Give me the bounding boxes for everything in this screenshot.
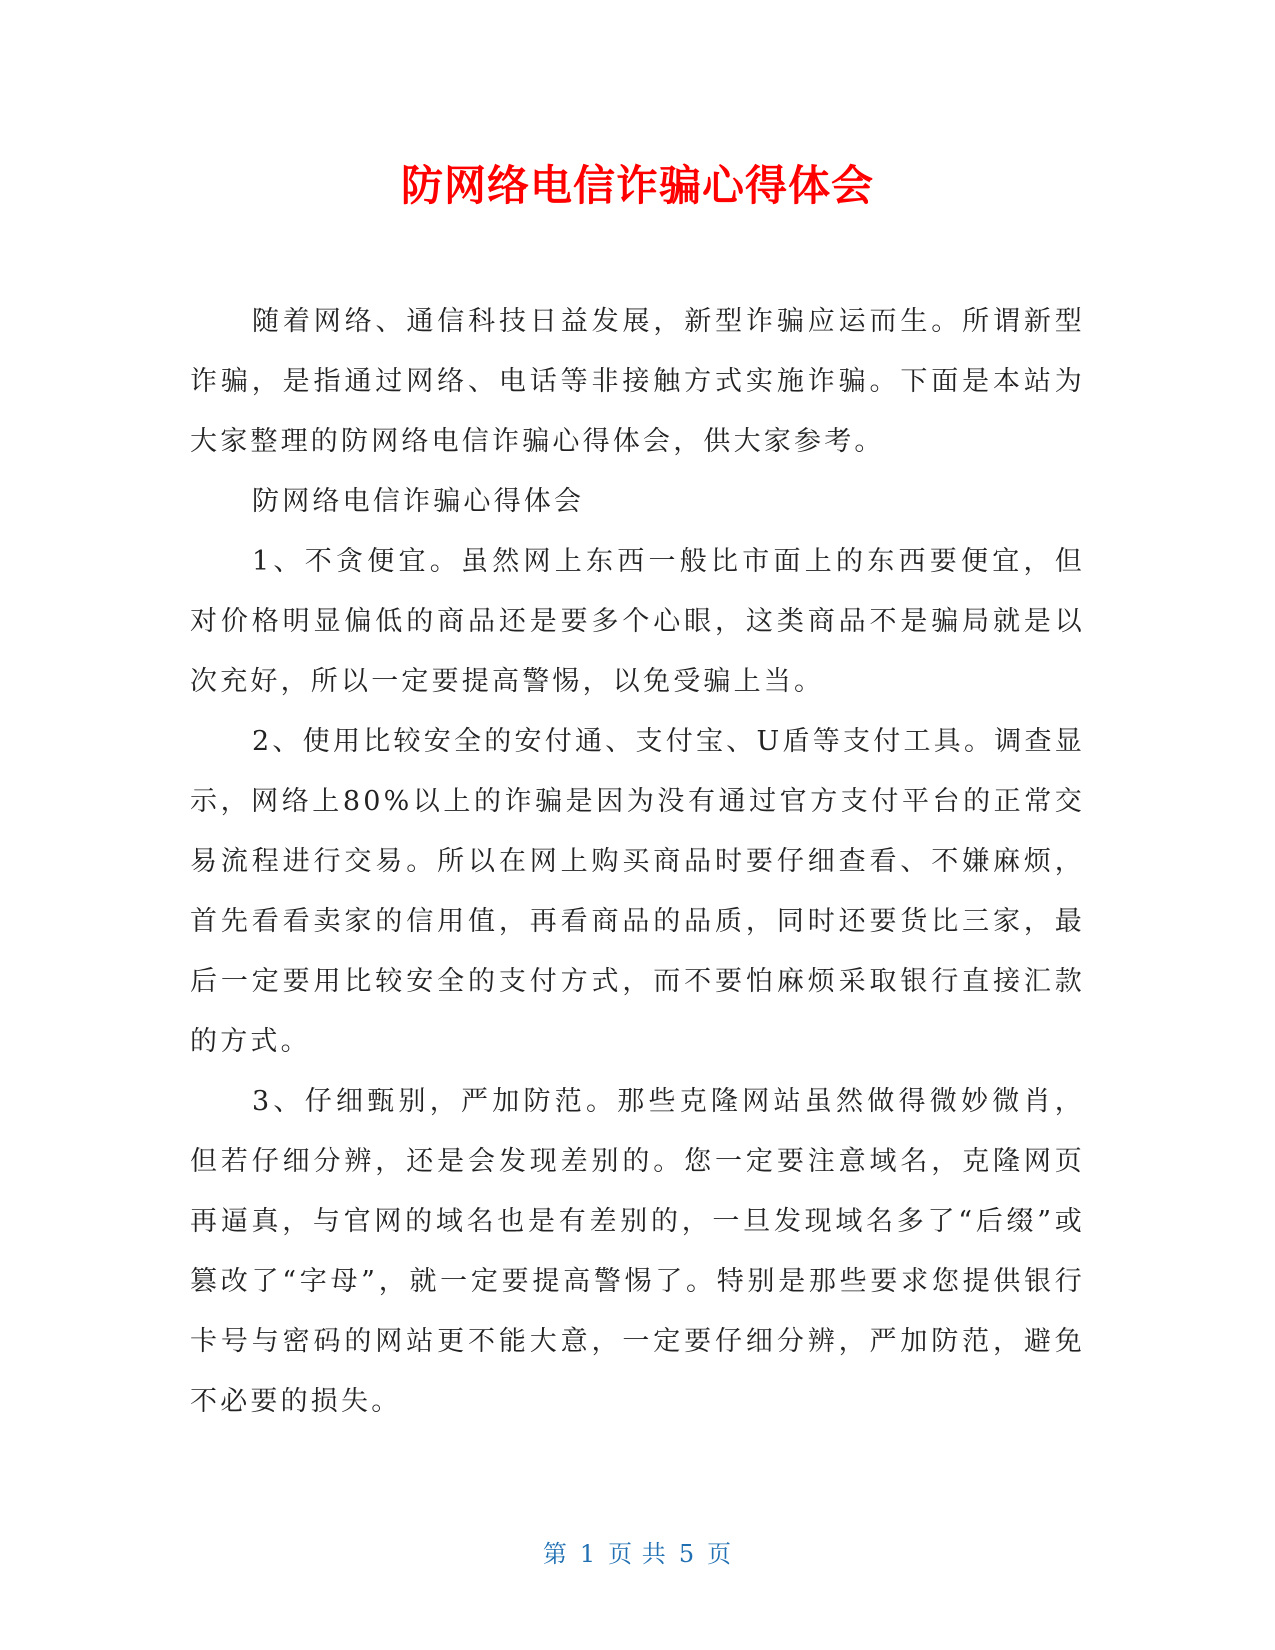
paragraph-point-3: 3、仔细甄别，严加防范。那些克隆网站虽然做得微妙微肖，但若仔细分辨，还是会发现差别的。您一定要注意域名，克隆网页再逼真，与官网的域名也是有差别的，一旦发现域名多了“后缀”或篡改了“字母”，就一定要提高警惕了。特别是那些要求您提供银行卡号与密码的网站更不能大意，一定要仔细分辨，严加防范，避免不必要的损失。 — [190, 1086, 1085, 1417]
footer-prefix: 第 — [542, 1540, 568, 1568]
footer-total-pages: 5 — [678, 1540, 696, 1568]
document-title: 防网络电信诈骗心得体会 — [400, 161, 874, 210]
document-body — [190, 292, 1085, 1432]
paragraph-intro: 随着网络、通信科技日益发展，新型诈骗应运而生。所谓新型诈骗，是指通过网络、电话等非接触方式实施诈骗。下面是本站为大家整理的防网络电信诈骗心得体会，供大家参考。 — [190, 306, 1085, 457]
footer-middle: 页 共 — [608, 1540, 667, 1568]
footer-current-page: 1 — [579, 1540, 597, 1568]
footer-suffix: 页 — [707, 1540, 733, 1568]
paragraph-point-1: 1、不贪便宜。虽然网上东西一般比市面上的东西要便宜，但对价格明显偏低的商品还是要多个心眼，这类商品不是骗局就是以次充好，所以一定要提高警惕，以免受骗上当。 — [190, 546, 1085, 697]
paragraph-point-2: 2、使用比较安全的安付通、支付宝、U盾等支付工具。调查显示，网络上80%以上的诈骗是因为没有通过官方支付平台的正常交易流程进行交易。所以在网上购买商品时要仔细查看、不嫌麻烦，首先看看卖家的信用值，再看商品的品质，同时还要货比三家，最后一定要用比较安全的支付方式，而不要怕麻烦采取银行直接汇款的方式。 — [190, 726, 1085, 1057]
paragraph-subheading: 防网络电信诈骗心得体会 — [252, 486, 585, 517]
page-footer — [0, 1538, 1275, 1570]
